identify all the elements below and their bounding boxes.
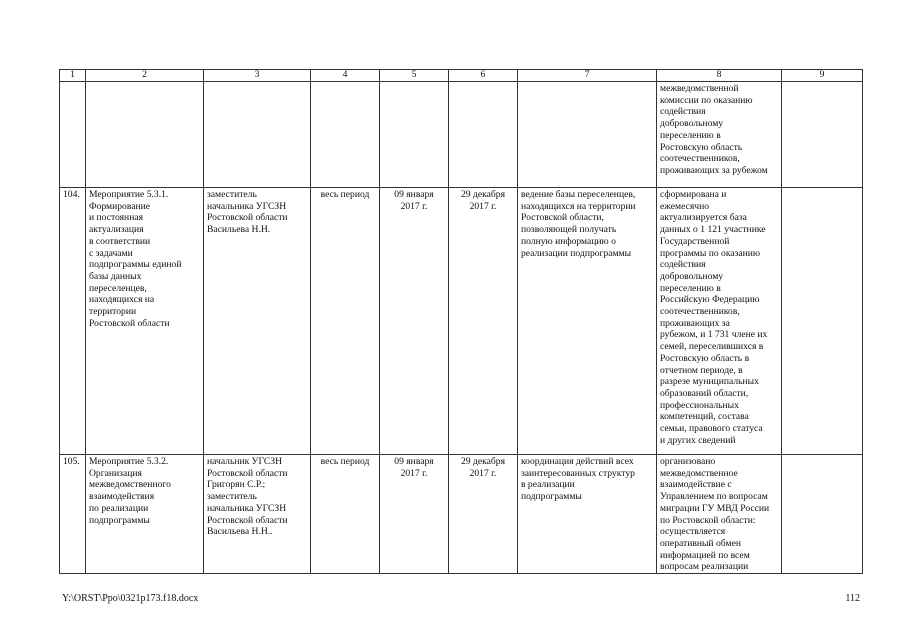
header-cell: 3	[204, 70, 311, 82]
header-cell: 9	[782, 70, 863, 82]
actual-result-cell: межведомственной комиссии по оказанию содействия добровольному переселению в Ростовскую область соотечественников, проживающих за рубежом	[657, 82, 782, 188]
header-row	[60, 70, 863, 82]
note-cell	[782, 188, 863, 455]
event-cell: Мероприятие 5.3.2. Организация межведомственного взаимодействия по реализации подпрограммы	[86, 455, 204, 574]
header-cell: 6	[449, 70, 518, 82]
header-cell: 2	[86, 70, 204, 82]
header-cell: 5	[380, 70, 449, 82]
start-date-cell: 09 января 2017 г.	[380, 188, 449, 455]
page-number: 112	[845, 593, 860, 604]
expected-result-cell: ведение базы переселенцев, находящихся на территории Ростовской области, позволяющей получать полную информацию о реализации подпрограммы	[518, 188, 657, 455]
actual-result-cell: организовано межведомственное взаимодействие с Управлением по вопросам миграции ГУ МВД России по Ростовской области: осуществляется оперативный обмен информацией по всем вопросам реализации	[657, 455, 782, 574]
report-table	[59, 69, 863, 574]
expected-result-cell	[518, 82, 657, 188]
actual-result-cell: сформирована и ежемесячно актуализируется база данных о 1 121 участнике Государственной программы по оказанию содействия добровольному переселению в Российскую Федерацию соотечественников, проживающих за рубежом, и 1 731 члене их семей, переселившихся в Ростовскую область в отчетном периоде, в разрезе муниципальных образований области, профессиональных компетенций, состава семьи, правового статуса и других сведений	[657, 188, 782, 455]
header-cell: 1	[60, 70, 86, 82]
executor-cell	[204, 82, 311, 188]
end-date-cell: 29 декабря 2017 г.	[449, 455, 518, 574]
executor-cell: начальник УГСЗН Ростовской области Григорян С.Р.; заместитель начальника УГСЗН Ростовской области Васильева Н.Н..	[204, 455, 311, 574]
table-row	[60, 455, 863, 574]
note-cell	[782, 455, 863, 574]
expected-result-cell: координация действий всех заинтересованных структур в реализации подпрограммы	[518, 455, 657, 574]
row-number-cell: 105.	[60, 455, 86, 574]
period-cell: весь период	[311, 455, 380, 574]
table-row	[60, 82, 863, 188]
row-number-cell: 104.	[60, 188, 86, 455]
executor-cell: заместитель начальника УГСЗН Ростовской области Васильева Н.Н.	[204, 188, 311, 455]
footer-file-path: Y:\ORST\Ppo\0321p173.f18.docx	[62, 593, 199, 604]
end-date-cell: 29 декабря 2017 г.	[449, 188, 518, 455]
header-cell: 4	[311, 70, 380, 82]
start-date-cell	[380, 82, 449, 188]
period-cell	[311, 82, 380, 188]
event-cell	[86, 82, 204, 188]
header-cell: 8	[657, 70, 782, 82]
table-row	[60, 188, 863, 455]
row-number-cell	[60, 82, 86, 188]
header-cell: 7	[518, 70, 657, 82]
end-date-cell	[449, 82, 518, 188]
start-date-cell: 09 января 2017 г.	[380, 455, 449, 574]
period-cell: весь период	[311, 188, 380, 455]
event-cell: Мероприятие 5.3.1. Формирование и постоянная актуализация в соответствии с задачами подпрограммы единой базы данных переселенцев, находящихся на территории Ростовской области	[86, 188, 204, 455]
note-cell	[782, 82, 863, 188]
